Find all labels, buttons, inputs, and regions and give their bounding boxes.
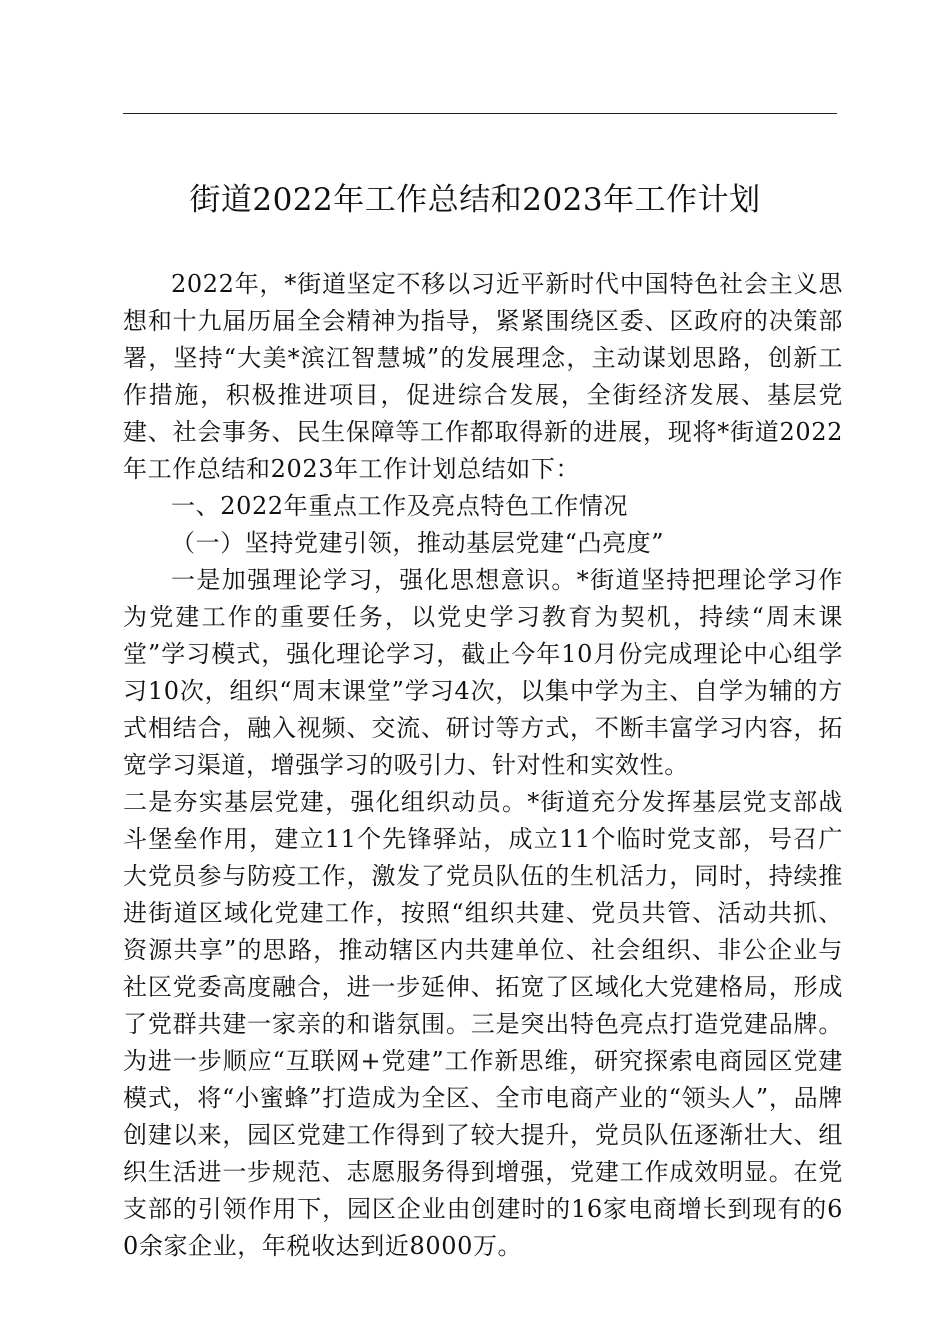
body-paragraph-2: 二是夯实基层党建，强化组织动员。*街道充分发挥基层党支部战斗堡垒作用，建立11个先锋驿站，成立11个临时党支部，号召广大党员参与防疫工作，激发了党员队伍的生机活力，同时，持续推进街道区域化党建工作，按照“组织共建、党员共管、活动共抓、资源共享”的思路，推动辖区内共建单位、社会组织、非公企业与社区党委高度融合，进一步延伸、拓宽了区域化大党建格局，形成了党群共建一家亲的和谐氛围。三是突出特色亮点打造党建品牌。为进一步顺应“互联网+党建”工作新思维，研究探索电商园区党建模式，将“小蜜蜂”打造成为全区、全市电商产业的“领头人”，品牌创建以来，园区党建工作得到了较大提升，党员队伍逐渐壮大、组织生活进一步规范、志愿服务得到增强，党建工作成效明显。在党支部的引领作用下，园区企业由创建时的16家电商增长到现有的60余家企业，年税收达到近8000万。	[123, 788, 843, 1260]
intro-paragraph: 2022年，*街道坚定不移以习近平新时代中国特色社会主义思想和十九届历届全会精神为指导，紧紧围绕区委、区政府的决策部署，坚持“大美*滨江智慧城”的发展理念，主动谋划思路，创新工作措施，积极推进项目，促进综合发展，全街经济发展、基层党建、社会事务、民生保障等工作都取得新的进展，现将*街道2022年工作总结和2023年工作计划总结如下：	[123, 270, 843, 483]
header-rule	[123, 113, 837, 114]
body-paragraph-1: 一是加强理论学习，强化思想意识。*街道坚持把理论学习作为党建工作的重要任务，以党史学习教育为契机，持续“周末课堂”学习模式，强化理论学习，截止今年10月份完成理论中心组学习10次，组织“周末课堂”学习4次，以集中学为主、自学为辅的方式相结合，融入视频、交流、研讨等方式，不断丰富学习内容，拓宽学习渠道，增强学习的吸引力、针对性和实效性。	[123, 566, 843, 779]
section-heading: 一、2022年重点工作及亮点特色工作情况	[171, 492, 629, 520]
subsection-heading: （一）坚持党建引领，推动基层党建“凸亮度”	[171, 529, 665, 557]
document-body	[123, 266, 843, 1265]
document-title: 街道2022年工作总结和2023年工作计划	[189, 182, 761, 218]
